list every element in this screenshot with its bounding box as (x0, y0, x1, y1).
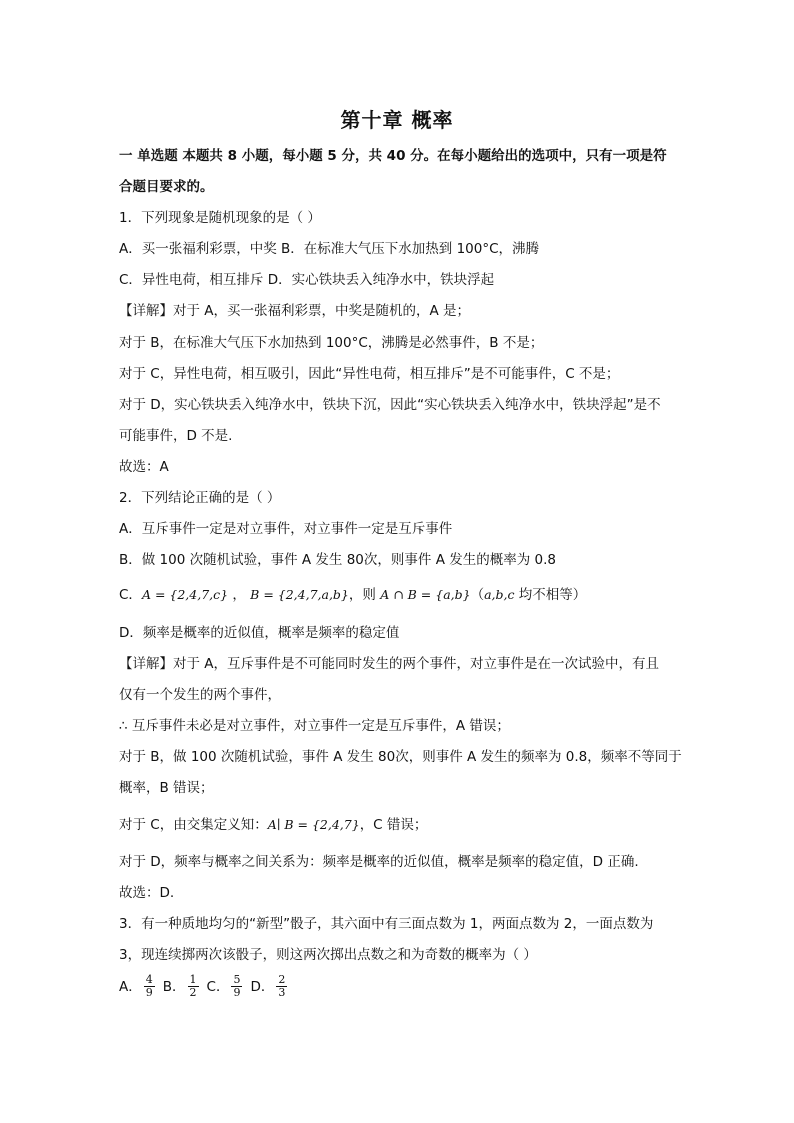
q1-explanation-d-line1: 对于 D，实心铁块丢入纯净水中，铁块下沉，因此“实心铁块丢入纯净水中，铁块浮起”是不 (119, 397, 661, 413)
q2-option-c (119, 585, 586, 605)
q1-explanation-b: 对于 B，在标准大气压下水加热到 100°C，沸腾是必然事件，B 不是； (119, 335, 544, 351)
q3-stem-line1: 3．有一种质地均匀的“新型”骰子，其六面中有三面点数为 1，两面点数为 2，一面点数为 (119, 916, 654, 932)
q3-option-c-denominator: 9 (233, 986, 241, 999)
q3-option-a-label: A． (119, 978, 142, 995)
q3-option-b-fraction (188, 974, 199, 999)
q3-option-c-numerator: 5 (233, 973, 241, 986)
q3-option-d-label: D． (250, 978, 275, 995)
section-header-line1: 一 单选题 本题共 8 小题，每小题 5 分，共 40 分。在每小题给出的选项中，只有一项是符 (119, 148, 667, 164)
q3-option-d-denominator: 3 (278, 986, 286, 999)
q2-option-c-sep: ， (228, 587, 251, 603)
q3-option-c-label: C． (206, 978, 230, 995)
q2-option-c-then: ，则 (348, 587, 381, 603)
section-header-line2: 合题目要求的。 (119, 179, 214, 195)
q2-option-c-note-vars: a,b,c (484, 587, 515, 602)
q1-explanation-c: 对于 C，异性电荷，相互吸引，因此“异性电荷，相互排斥”是不可能事件，C 不是； (119, 366, 620, 382)
q3-option-a-denominator: 9 (145, 986, 153, 999)
q1-options-cd: C．异性电荷，相互排斥 D．实心铁块丢入纯净水中，铁块浮起 (119, 272, 495, 288)
q2-explanation-c-pre: 对于 C，由交集定义知： (119, 817, 268, 833)
q1-explanation-a: 【详解】对于 A，买一张福利彩票，中奖是随机的，A 是； (119, 303, 471, 319)
q2-explanation-b-line1: 对于 B，做 100 次随机试验，事件 A 发生 80次，则事件 A 发生的频率为 0.8，频率不等同于 (119, 749, 682, 765)
q2-answer: 故选：D. (119, 885, 175, 901)
q1-options-ab: A．买一张福利彩票，中奖 B．在标准大气压下水加热到 100°C，沸腾 (119, 241, 540, 257)
q3-option-b-label: B． (162, 978, 186, 995)
q2-option-b: B．做 100 次随机试验，事件 A 发生 80次，则事件 A 发生的概率为 0.8 (119, 552, 556, 568)
q1-explanation-d-line2: 可能事件，D 不是. (119, 428, 233, 444)
q3-option-d-fraction (276, 974, 287, 999)
q3-option-c-fraction (231, 974, 242, 999)
q3-stem-line2: 3，现连续掷两次该骰子，则这两次掷出点数之和为奇数的概率为（ ） (119, 947, 537, 963)
q3-option-a-fraction (144, 974, 155, 999)
q2-option-c-label: C． (119, 587, 142, 603)
q2-option-a: A．互斥事件一定是对立事件，对立事件一定是互斥事件 (119, 521, 453, 537)
q3-option-b-denominator: 2 (189, 986, 197, 999)
q3-option-a-numerator: 4 (145, 973, 153, 986)
q2-stem: 2．下列结论正确的是（ ） (119, 490, 281, 506)
q2-option-c-intersection: A ∩ B = {a,b} (380, 587, 471, 602)
q1-answer: 故选：A (119, 459, 169, 475)
q2-explanation-c (119, 815, 427, 835)
q2-option-c-note-open: （ (470, 587, 485, 603)
q2-option-c-note-close: 均不相等） (514, 587, 587, 603)
q2-option-c-set-a: A = {2,4,7,c} (141, 587, 229, 602)
q2-explanation-a-conclusion: ∴ 互斥事件未必是对立事件，对立事件一定是互斥事件，A 错误； (119, 718, 510, 734)
q2-explanation-a-line1: 【详解】对于 A，互斥事件是不可能同时发生的两个事件，对立事件是在一次试验中，有且 (119, 656, 660, 672)
q2-explanation-c-post: ，C 错误； (359, 817, 428, 833)
q2-explanation-a-line2: 仅有一个发生的两个事件， (119, 687, 281, 703)
q2-option-d: D．频率是概率的近似值，概率是频率的稳定值 (119, 625, 400, 641)
q3-option-b-numerator: 1 (189, 973, 197, 986)
q2-explanation-d: 对于 D，频率与概率之间关系为：频率是概率的近似值，概率是频率的稳定值，D 正确. (119, 854, 639, 870)
q2-option-c-set-b: B = {2,4,7,a,b} (250, 587, 349, 602)
q2-explanation-c-math: A∣ B = {2,4,7} (267, 817, 360, 832)
q2-explanation-b-line2: 概率，B 错误； (119, 780, 214, 796)
q1-stem: 1．下列现象是随机现象的是（ ） (119, 210, 321, 226)
page-title: 第十章 概率 (340, 108, 454, 132)
q3-options (119, 974, 295, 999)
q3-option-d-numerator: 2 (278, 973, 286, 986)
